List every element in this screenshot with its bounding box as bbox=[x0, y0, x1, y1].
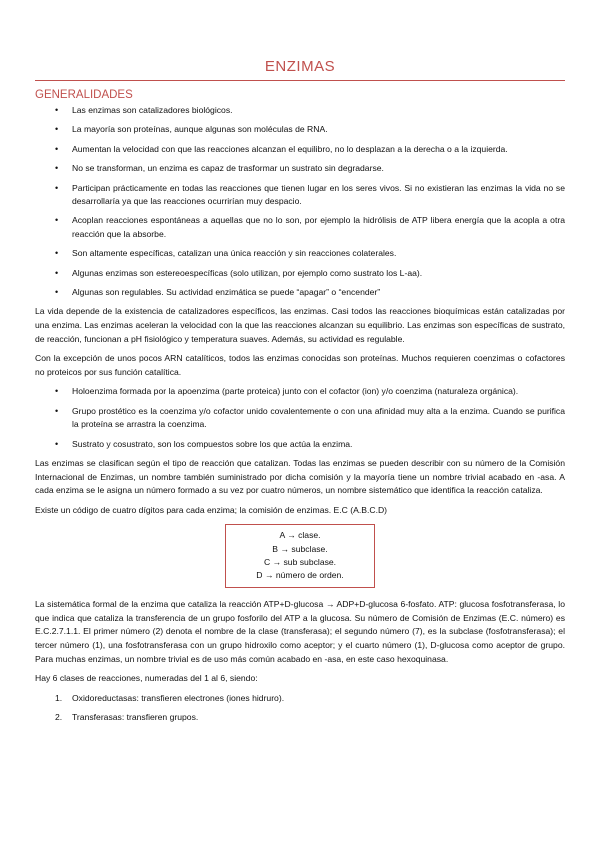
list-item: • Algunas son regulables. Su actividad enzimática se puede “apagar” o “encender” bbox=[35, 286, 565, 299]
code-line: D → número de orden. bbox=[256, 570, 344, 581]
list-number: 1. bbox=[55, 692, 63, 703]
list-item: • Son altamente específicas, catalizan una única reacción y sin reacciones colaterales. bbox=[35, 247, 565, 260]
list-item: • Acoplan reacciones espontáneas a aquellas que no lo son, por ejemplo la hidrólisis de ATP libera energía que la acopla a otra reacción que la absorbe. bbox=[35, 214, 565, 241]
paragraph: Las enzimas se clasifican según el tipo de reacción que catalizan. Todas las enzimas se pueden describir con su número de la Comisión Internacional de Enzimas, un nombre también suministrado por dicha comisión y la mayoría tiene un nombre trivial acabado en -asa. A cada enzima se le asigna un número formado a su vez por cuatro números, un nombre sistemático que identifica la reacción cataliza. bbox=[35, 458, 565, 496]
paragraph: La vida depende de la existencia de catalizadores específicos, las enzimas. Casi todos las reacciones bioquímicas están catalizadas por una enzima. Las enzimas aceleran la velocidad con la que las reacciones alcanzan su equilibrio. Las enzimas son específicas de sustrato, de reacción, funcionan a pH fisiológico y temperatura suaves. Además, su actividad es regulable. bbox=[35, 306, 565, 344]
list-number: 2. bbox=[55, 712, 63, 723]
list-text: Transferasas: transfieren grupos. bbox=[72, 712, 199, 723]
list-text: Oxidoreductasas: transfieren electrones (iones hidruro). bbox=[72, 692, 285, 703]
page-title: ENZIMAS bbox=[35, 58, 565, 81]
list-item: • Las enzimas son catalizadores biológicos. bbox=[35, 104, 565, 117]
properties-list bbox=[35, 104, 565, 299]
list-item: • La mayoría son proteínas, aunque algunas son moléculas de RNA. bbox=[35, 123, 565, 136]
list-item: • No se transforman, un enzima es capaz de trasformar un sustrato sin degradarse. bbox=[35, 162, 565, 175]
list-item: • Sustrato y cosustrato, son los compuestos sobre los que actúa la enzima. bbox=[35, 438, 565, 451]
paragraph: Existe un código de cuatro dígitos para cada enzima; la comisión de enzimas. E.C (A.B.C.D) bbox=[35, 504, 388, 515]
code-line: C → sub subclase. bbox=[263, 556, 337, 567]
reaction-classes-list bbox=[35, 692, 565, 725]
paragraph: Con la excepción de unos pocos ARN catalíticos, todos las enzimas conocidas son proteínas. Muchos requieren coenzimas o cofactores no proteicos por sus función catalítica. bbox=[35, 353, 565, 377]
document-page bbox=[35, 58, 565, 731]
list-item: • Holoenzima formada por la apoenzima (parte proteica) junto con el cofactor (ion) y/o coenzima (naturaleza orgánica). bbox=[35, 385, 565, 398]
paragraph: Hay 6 clases de reacciones, numeradas del 1 al 6, siendo: bbox=[35, 673, 258, 684]
paragraph: La sistemática formal de la enzima que cataliza la reacción ATP+D-glucosa → ADP+D-glucosa 6-fosfato. ATP: glucosa fosfotransferasa, lo que indica que cataliza la transferencia de un grupo fosforilo del ATP a la glucosa. Su número de Comisión de Enzimas (E.C. número) es E.C.2.7.1.1. El primer número (2) denota el nombre de la clase (transferasa); el segundo número (7), es la subclase (fosfotransferasa); el tercer número (1), una fosfotransferasa con un grupo hidroxilo como aceptor; y el cuarto número (1), D-glucosa como aceptor de grupo. Para muchas enzimas, un nombre trivial es de uso más común acabado en -asa, en este caso hexoquinasa. bbox=[35, 599, 565, 664]
section-heading: GENERALIDADES bbox=[35, 89, 133, 101]
code-line: B → subclase. bbox=[272, 543, 328, 554]
cofactor-list bbox=[35, 385, 565, 451]
list-item: • Grupo prostético es la coenzima y/o cofactor unido covalentemente o con una afinidad muy alta a la enzima. Cuando se purifica la proteína se arrastra la coenzima. bbox=[35, 405, 565, 432]
list-item bbox=[35, 711, 565, 724]
code-line: A → clase. bbox=[279, 530, 321, 541]
list-item: • Aumentan la velocidad con que las reacciones alcanzan el equilibro, no lo desplazan a la derecha o a la izquierda. bbox=[35, 143, 565, 156]
list-item: • Participan prácticamente en todas las reacciones que tienen lugar en los seres vivos. Si no existieran las enzimas la vida no se desarrollaría ya que las reacciones ocurrirían muy despacio. bbox=[35, 182, 565, 209]
list-item: • Algunas enzimas son estereoespecíficas (solo utilizan, por ejemplo como sustrato los L-aa). bbox=[35, 267, 565, 280]
ec-code-box bbox=[225, 524, 375, 588]
list-item bbox=[35, 692, 565, 705]
